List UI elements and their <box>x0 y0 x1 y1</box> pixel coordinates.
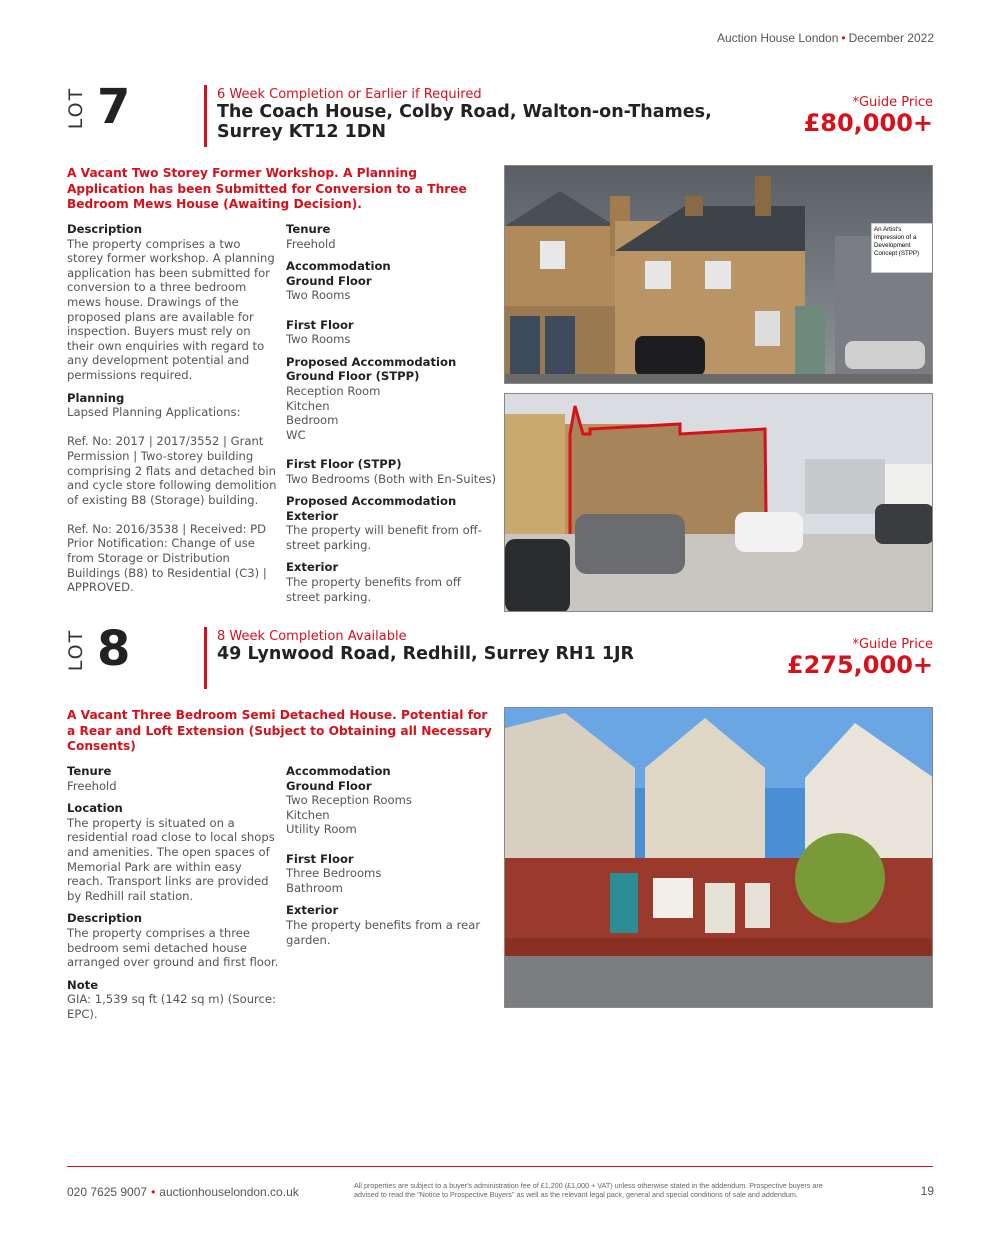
tenure-value: Freehold <box>286 236 336 251</box>
first-floor-label: First Floor <box>286 851 354 866</box>
image-caption: An Artist's Impression of a Development Concept (STPP) <box>871 223 933 273</box>
description-text: The property comprises a three bedroom semi detached house arranged over ground and first floor. <box>67 925 279 970</box>
lot-7-left-column <box>67 222 279 603</box>
guide-price-label: *Guide Price <box>852 95 933 110</box>
first-floor-room: Bathroom <box>286 880 343 895</box>
lot-8-left-column <box>67 764 279 1030</box>
location-text: The property is situated on a residential road close to local shops and amenities. The open spaces of Memorial Park are within easy reach. Transport links are provided by Redhill rail station. <box>67 815 275 903</box>
ground-floor-room: Utility Room <box>286 822 357 837</box>
guide-price-value: £275,000+ <box>786 651 933 679</box>
note-label: Note <box>67 977 99 992</box>
lot-7-header <box>65 79 933 145</box>
description-text: The property comprises a two storey former workshop. A planning application has been submitted for conversion to a three bedroom mews house. Drawings of the proposed plans are available for inspection. Buyers must rely on their own enquiries with regard to any development potential and permissions required. <box>67 236 275 382</box>
tenure-label: Tenure <box>67 764 112 778</box>
planning-intro: Lapsed Planning Applications: <box>67 405 241 420</box>
guide-price-label: *Guide Price <box>852 637 933 652</box>
proposed-room: Kitchen <box>286 398 330 413</box>
guide-price-block <box>804 95 933 137</box>
exterior-label: Exterior <box>286 560 339 575</box>
lot-7-headline: A Vacant Two Storey Former Workshop. A Planning Application has been Submitted for Conversion to a Three Bedroom Mews House (Awaiting Decision). <box>67 166 467 211</box>
lot-number: 7 <box>97 79 129 135</box>
tenure-label: Tenure <box>286 222 331 236</box>
lot-8-header <box>65 621 933 687</box>
description-label: Description <box>67 222 142 236</box>
lot-label: LOT <box>65 86 88 130</box>
lot-label: LOT <box>65 628 88 672</box>
footer-contact <box>67 1185 299 1199</box>
ground-floor-label: Ground Floor <box>286 273 372 288</box>
lot-8-house-photo <box>504 707 933 1008</box>
lot-divider <box>204 85 207 147</box>
lot-7-artist-impression-image <box>504 165 933 384</box>
lot-8-right-column <box>286 764 498 955</box>
first-floor-room: Three Bedrooms <box>286 866 382 881</box>
lot-8-headline: A Vacant Three Bedroom Semi Detached House. Potential for a Rear and Loft Extension (Subject to Obtaining all Necessary Consents) <box>67 708 492 753</box>
proposed-room: Reception Room <box>286 383 381 398</box>
mews-house-render <box>505 166 933 384</box>
accommodation-label: Accommodation <box>286 259 391 274</box>
lot-title: 49 Lynwood Road, Redhill, Surrey RH1 1JR <box>217 644 634 664</box>
exterior-label: Exterior <box>286 903 339 918</box>
header-brand: Auction House London <box>716 31 839 45</box>
description-label: Description <box>67 911 142 926</box>
accommodation-label: Accommodation <box>286 764 391 778</box>
ground-floor-room: Two Reception Rooms <box>286 793 412 808</box>
proposed-room: Bedroom <box>286 413 339 428</box>
proposed-room: WC <box>286 427 306 442</box>
page-number: 19 <box>920 1184 934 1198</box>
lot-7-right-column <box>286 222 498 612</box>
proposed-ground-floor-label: Ground Floor (STPP) <box>286 369 420 384</box>
lot-completion: 6 Week Completion or Earlier if Required <box>217 87 482 102</box>
lot-7-site-photo <box>504 393 933 612</box>
lot-title: The Coach House, Colby Road, Walton-on-Thames, Surrey KT12 1DN <box>217 102 712 142</box>
planning-label: Planning <box>67 390 125 405</box>
note-text: GIA: 1,539 sq ft (142 sq m) (Source: EPC). <box>67 992 276 1021</box>
location-label: Location <box>67 801 123 816</box>
proposed-first-floor-label: First Floor (STPP) <box>286 456 402 471</box>
proposed-first-floor-value: Two Bedrooms (Both with En-Suites) <box>286 471 497 486</box>
ground-floor-value: Two Rooms <box>286 288 351 303</box>
exterior-value: The property benefits from a rear garden. <box>286 917 481 947</box>
first-floor-label: First Floor <box>286 317 354 332</box>
proposed-exterior-label: Proposed Accommodation Exterior <box>286 494 457 523</box>
guide-price-block <box>787 637 933 679</box>
footer-phone[interactable]: 020 7625 9007 <box>67 1185 148 1199</box>
planning-ref-1: Ref. No: 2017 | 2017/3552 | Grant Permission | Two-storey building comprising 2 flats and detached bin and cycle store following demolition of existing B8 (Storage) building. <box>67 434 277 507</box>
semi-detached-house-photo <box>505 708 933 1008</box>
proposed-accommodation-label: Proposed Accommodation <box>286 354 457 369</box>
footer-website-link[interactable]: auctionhouselondon.co.uk <box>159 1185 299 1199</box>
header-date: December 2022 <box>848 31 934 45</box>
guide-price-value: £80,000+ <box>803 109 933 137</box>
lot-divider <box>204 627 207 689</box>
planning-ref-2: Ref. No: 2016/3538 | Received: PD Prior Notification: Change of use from Storage or Distribution Buildings (B8) to Residential (C3) | APPROVED. <box>67 521 267 595</box>
proposed-exterior-value: The property will benefit from off-street parking. <box>286 523 482 552</box>
footer-disclaimer: All properties are subject to a buyer's administration fee of £1,200 (£1,000 + VAT) unless otherwise stated in the addendum. Prospective buyers are advised to read the "Notice to Prospective Buyers" as well as the relevant legal pack, general and special conditions of sale and addendum. <box>354 1181 823 1199</box>
first-floor-value: Two Rooms <box>286 332 351 347</box>
ground-floor-label: Ground Floor <box>286 778 372 793</box>
footer-divider <box>67 1166 933 1167</box>
lot-number: 8 <box>97 621 129 677</box>
car-park-photo <box>505 394 933 612</box>
ground-floor-room: Kitchen <box>286 807 330 822</box>
lot-completion: 8 Week Completion Available <box>217 629 407 644</box>
footer-separator: • <box>151 1185 156 1199</box>
exterior-value: The property benefits from off street parking. <box>286 575 461 604</box>
header-separator: • <box>841 31 846 45</box>
tenure-value: Freehold <box>67 778 117 793</box>
page-header <box>717 31 934 45</box>
